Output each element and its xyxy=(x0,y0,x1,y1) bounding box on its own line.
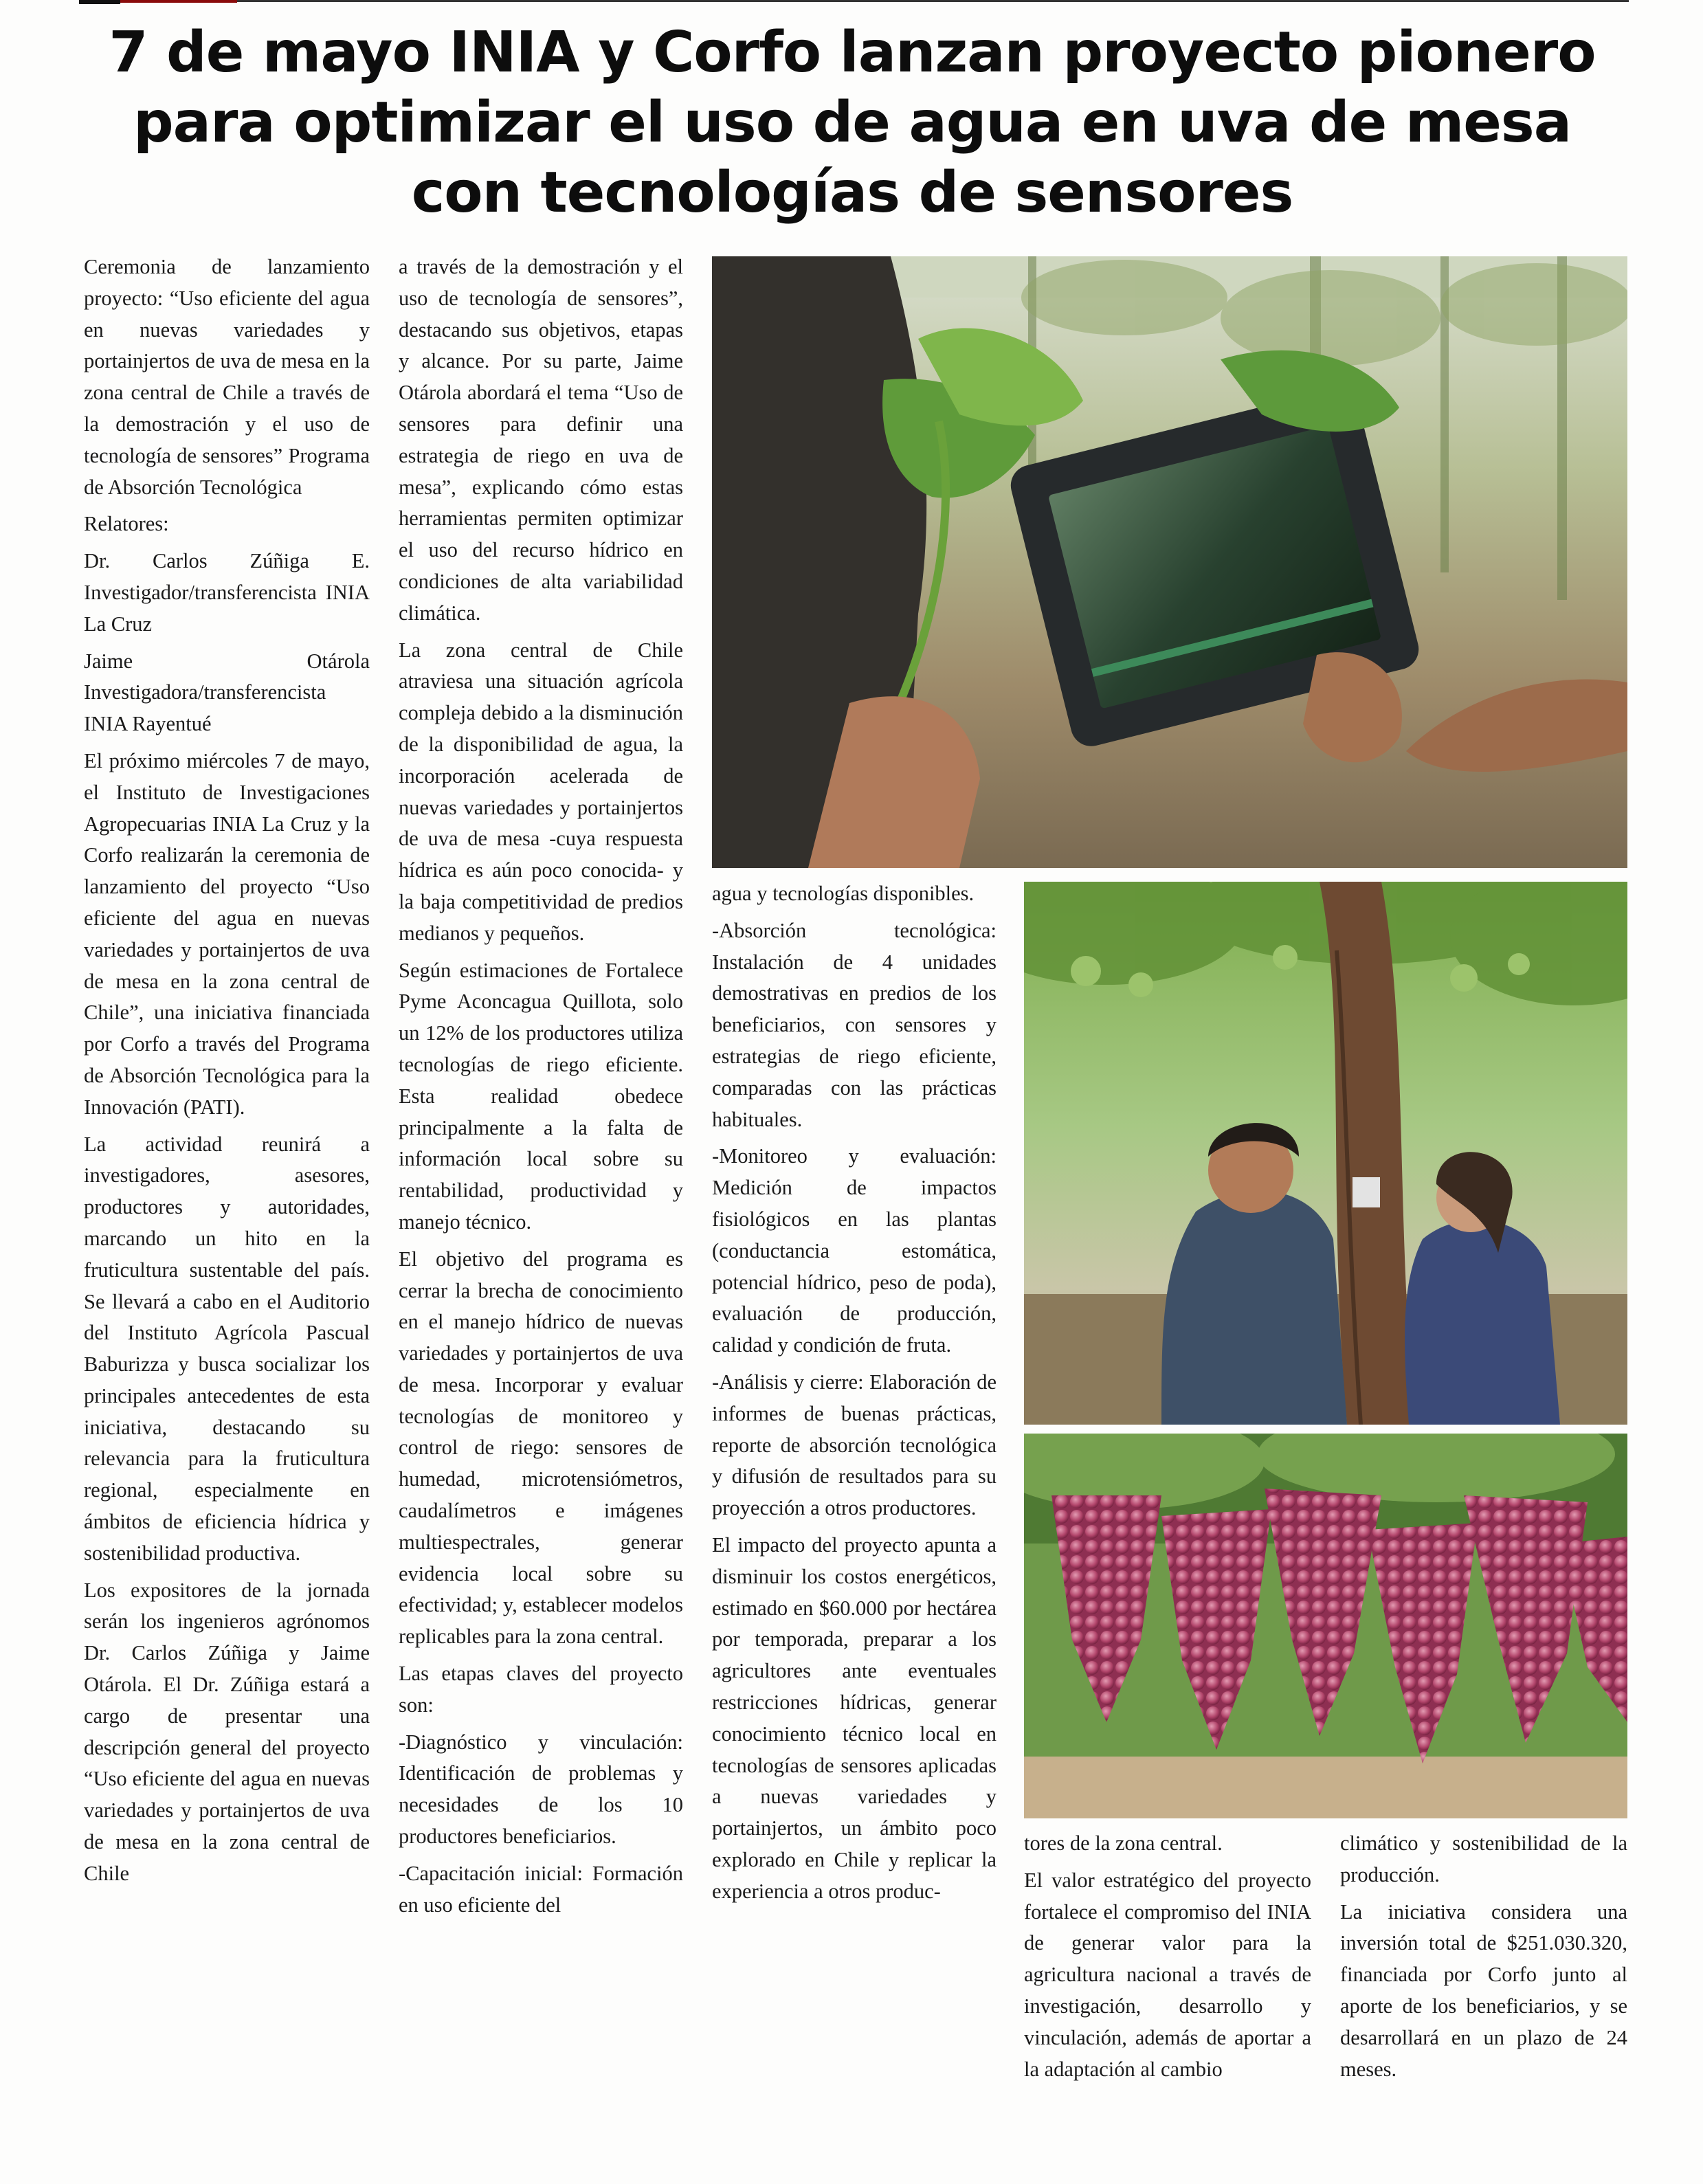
paragraph: -Capacitación inicial: Formación en uso eficiente del xyxy=(399,1861,683,1917)
paragraph: agua y tecnologías disponibles. xyxy=(712,882,975,905)
paragraph: tores de la zona central. xyxy=(1024,1831,1223,1855)
paragraph: La zona central de Chile atraviesa una situación agrícola compleja debido a la disminución de la disponibilidad de agua, la incorporación acelerada de nuevas variedades y portainjertos de uva de mesa -cuya respuesta hídrica es aún poco conocida- y la baja competitividad de predios medianos y pequeños. xyxy=(399,638,683,945)
article-column-2 xyxy=(399,252,683,1926)
paragraph: Las etapas claves del proyecto son: xyxy=(399,1662,683,1717)
paragraph: La iniciativa considera una inversión total de $251.030.320, financiada por Corfo junto al aporte de los beneficiarios, y se desarrollará en un plazo de 24 meses. xyxy=(1340,1899,1627,2081)
paragraph: El valor estratégico del proyecto fortalece el compromiso del INIA de generar valor para la agricultura nacional a través de investigación, desarrollo y vinculación, además de aportar a la adaptación al cambio xyxy=(1024,1868,1311,2081)
article-column-3 xyxy=(712,878,997,1913)
paragraph: a través de la demostración y el uso de tecnología de sensores”, destacando sus objetivos, etapas y alcance. Por su parte, Jaime Otárola abordará el tema “Uso de sensores para definir una estrategia de riego en uva de mesa”, explicando cómo estas herramientas permiten optimizar el uso del recurso hídrico en condiciones de alta variabilidad climática. xyxy=(399,255,683,625)
paragraph: -Monitoreo y evaluación: Medición de impactos fisiológicos en las plantas (conductancia estomática, potencial hídrico, peso de poda), evaluación de producción, calidad y condición de fruta. xyxy=(712,1144,997,1357)
headline: 7 de mayo INIA y Corfo lanzan proyecto pionero para optimizar el uso de agua en uva de mesa con tecnologías de sensores xyxy=(109,20,1596,225)
researchers-photo-graphic xyxy=(1024,882,1627,1425)
paragraph: El próximo miércoles 7 de mayo, el Instituto de Investigaciones Agropecuarias INIA La Cruz y la Corfo realizarán la ceremonia de lanzamiento del proyecto “Uso eficiente del agua en nuevas variedades y portainjertos de uva de mesa en la zona central de Chile”, una iniciativa financiada por Corfo a través del Programa de Absorción Tecnológica para la Innovación (PATI). xyxy=(84,748,370,1119)
red-grape-clusters-photo xyxy=(1024,1434,1627,1818)
paragraph: -Análisis y cierre: Elaboración de informes de buenas prácticas, reporte de absorción tecnológica y difusión de resultados para su proyección a otros productores. xyxy=(712,1370,997,1520)
grapes-photo-graphic xyxy=(1024,1434,1627,1818)
paragraph: -Diagnóstico y vinculación: Identificación de problemas y necesidades de los 10 productores beneficiarios. xyxy=(399,1730,683,1849)
paragraph: -Absorción tecnológica: Instalación de 4 unidades demostrativas en predios de los beneficiarios, con sensores y estrategias de riego eficiente, comparadas con las prácticas habituales. xyxy=(712,918,997,1131)
paragraph: El objetivo del programa es cerrar la brecha de conocimiento en el manejo hídrico de nuevas variedades y portainjertos de uva de mesa. Incorporar y evaluar tecnologías de monitoreo y control de riego: sensores de humedad, microtensiómetros, caudalímetros e imágenes multiespectrales, generar evidencia local sobre su efectividad; y, establecer modelos replicables para la zona central. xyxy=(399,1247,683,1649)
paragraph: El impacto del proyecto apunta a disminuir los costos energéticos, estimado en $60.000 por hectárea por temporada, preparar a los agricultores ante eventuales restricciones hídricas, generar conocimiento técnico local en tecnologías de sensores aplicadas a nuevas variedades y portainjertos, un ámbito poco explorado en Chile y replicar la experiencia a otros produc- xyxy=(712,1533,997,1903)
article-column-1 xyxy=(84,252,370,1895)
tablet-sensor-vineyard-photo xyxy=(712,256,1627,868)
paragraph: Los expositores de la jornada serán los ingenieros agrónomos Dr. Carlos Zúñiga y Jaime Otárola. El Dr. Zúñiga estará a cargo de presentar una descripción general del proyecto “Uso eficiente del agua en nuevas variedades y portainjertos de uva de mesa en la zona central de Chile xyxy=(84,1578,370,1885)
tablet-photo-graphic xyxy=(712,256,1627,868)
paragraph: Dr. Carlos Zúñiga E. Investigador/transferencista INIA La Cruz xyxy=(84,549,370,636)
paragraph: Jaime Otárola Investigadora/transferencista INIA Rayentué xyxy=(84,649,370,736)
article-column-5 xyxy=(1340,1828,1627,2091)
paragraph: Ceremonia de lanzamiento proyecto: “Uso eficiente del agua en nuevas variedades y portainjertos de uva de mesa en la zona central de Chile a través de la demostración y el uso de tecnología de sensores” Programa de Absorción Tecnológica xyxy=(84,255,370,499)
top-rule-block xyxy=(79,0,120,4)
paragraph: La actividad reunirá a investigadores, asesores, productores y autoridades, marcando un hito en la fruticultura sustentable del país. Se llevará a cabo en el Auditorio del Instituto Agrícola Pascual Baburizza y busca socializar los principales antecedentes de esta iniciativa, destacando su relevancia para la fruticultura regional, especialmente en ámbitos de eficiencia hídrica y sostenibilidad productiva. xyxy=(84,1132,370,1565)
paragraph: Relatores: xyxy=(84,512,169,536)
paragraph: climático y sostenibilidad de la producción. xyxy=(1340,1831,1627,1886)
top-rule xyxy=(79,0,1629,2)
paragraph: Según estimaciones de Fortalece Pyme Aconcagua Quillota, solo un 12% de los productores utiliza tecnologías de riego eficiente. Esta realidad obedece principalmente a la falta de información local sobre su rentabilidad, productividad y manejo técnico. xyxy=(399,958,683,1234)
article-column-4 xyxy=(1024,1828,1311,2091)
top-rule-accent xyxy=(120,0,237,3)
researchers-installing-sensor-photo xyxy=(1024,882,1627,1425)
